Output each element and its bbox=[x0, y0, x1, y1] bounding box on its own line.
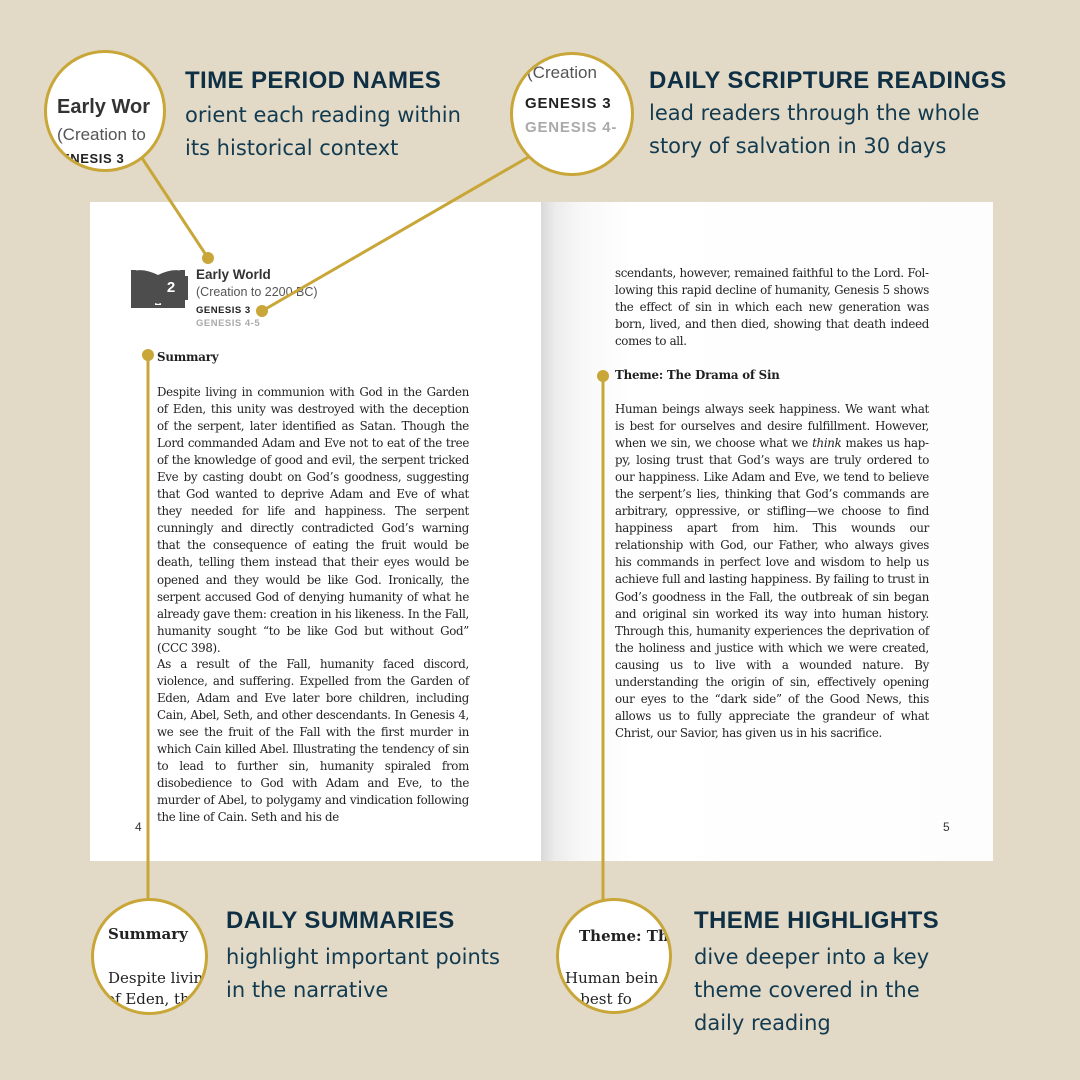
magnifier-reading-next: GENESIS 4- bbox=[525, 119, 618, 136]
magnifier-summary-line-1: Despite livin bbox=[108, 969, 204, 987]
page-number-right: 5 bbox=[943, 820, 950, 834]
theme-emphasis: think bbox=[812, 436, 842, 451]
magnifier-summary-line-2: of Eden, th bbox=[106, 990, 190, 1008]
theme-text-1: Human beings always seek happiness. We want what is best for ourselves and desire fulfillment. However, when we sin, we choose what we bbox=[615, 402, 929, 451]
magnifier-summary bbox=[91, 898, 208, 1015]
callout-themes-title: THEME HIGHLIGHTS bbox=[694, 907, 940, 934]
theme-text-2: makes us happy, losing trust that God’s ways are truly ordered to our happiness. Like Adam and Eve, we tend to believe the serpent’s lies, thinking that God’s commands are arbitrary, oppressive, or stifling—we choose to find happiness apart from him. This wounds our relationship with God, our Father, who always gives his commands in perfect love and wisdom to help us achieve full and lasting happiness. By failing to trust in God’s goodness in the Fall, the outbreak of sin began and original sin worked its way into human history. Through this, humanity experiences the deprivation of the holiness and justice with which we were created, causing us to live with a wounded nature. By understanding the origin of sin, effectively opening our eyes to the “dark side” of the Good News, this allows us to fully appreciate the grandeur of what Christ, our Savior, has given us in his sacrifice. bbox=[615, 436, 929, 740]
magnifier-reading: ENESIS 3 bbox=[61, 151, 125, 166]
callout-summaries-desc: highlight important points in the narrative bbox=[226, 945, 500, 1002]
continuation-paragraph: scendants, however, remained faithful to the Lord. Following this rapid decline of humanity, Genesis 5 shows the effect of sin in which each new generation was born, lived, and then died, showing that death indeed comes to all. bbox=[615, 266, 929, 349]
magnifier-theme-line-1: Human bein bbox=[565, 969, 659, 987]
magnifier-theme-line-2: is best fo bbox=[563, 990, 632, 1008]
summary-heading: Summary bbox=[157, 350, 219, 364]
summary-paragraph-2: As a result of the Fall, humanity faced discord, violence, and suffering. Expelled from the Garden of Eden, Adam and Eve later bore children, including Cain, Abel, Seth, and other descendants. In Genesis 4, we see the fruit of the Fall with the first murder in which Cain killed Abel. Illustrating the tendency of sin to lead to further sin, humanity spiraled from disobedience to God with Adam and Eve, to the murder of Abel, to polygamy and vindication following the line of Cain. Seth and his de bbox=[157, 657, 469, 825]
callout-time-period-desc: orient each reading within its historical context bbox=[185, 103, 461, 160]
leader-line-scripture bbox=[262, 155, 532, 311]
era-title: Early World bbox=[196, 267, 271, 282]
reading-current: GENESIS 3 bbox=[196, 305, 251, 316]
magnifier-theme-heading: Theme: Th bbox=[579, 927, 669, 945]
leader-line-time-period bbox=[142, 158, 208, 258]
magnifier-reading-current: GENESIS 3 bbox=[525, 95, 612, 112]
theme-heading: Theme: The Drama of Sin bbox=[615, 368, 780, 382]
summary-paragraph-1: Despite living in communion with God in the Garden of Eden, this unity was destroyed with the deception of the serpent, later identified as Satan. Though the Lord commanded Adam and Eve not to eat of the tree of the knowledge of good and evil, the serpent tricked Eve by casting doubt on God’s goodness, suggesting that God wanted to deprive Adam and Eve of what they needed for life and happiness. The serpent cunningly and directly contradicted God’s warning that the consequence of eating the fruit would be death, telling them instead that their eyes would be opened and they would be like God. Ironically, the serpent accused God of denying humanity of what he already gave them: creation in his likeness. In the Fall, humanity sought “to be like God but without God” (CCC 398). bbox=[157, 385, 469, 655]
callout-themes-desc: dive deeper into a key theme covered in the daily reading bbox=[694, 945, 930, 1035]
callout-dot-icon bbox=[142, 349, 154, 361]
callout-dot-icon bbox=[256, 305, 268, 317]
magnifier-summary-heading: Summary bbox=[108, 925, 188, 943]
magnifier-range: (Creation bbox=[527, 63, 597, 82]
page-number-left: 4 bbox=[135, 820, 142, 834]
callout-time-period-title: TIME PERIOD NAMES bbox=[185, 67, 442, 94]
callout-scripture-desc: lead readers through the whole story of salvation in 30 days bbox=[649, 101, 980, 158]
magnifier-scripture bbox=[510, 52, 634, 176]
callout-dot-icon bbox=[597, 370, 609, 382]
callout-scripture-title: DAILY SCRIPTURE READINGS bbox=[649, 67, 1007, 94]
magnifier-era-range: (Creation to bbox=[57, 125, 146, 144]
era-range: (Creation to 2200 BC) bbox=[196, 285, 318, 299]
day-number: 2 bbox=[154, 276, 188, 300]
magnifier-time-period bbox=[44, 50, 166, 172]
magnifier-theme bbox=[556, 898, 672, 1014]
callout-summaries-title: DAILY SUMMARIES bbox=[226, 907, 455, 934]
reading-next: GENESIS 4-5 bbox=[196, 318, 261, 329]
callout-dot-icon bbox=[202, 252, 214, 264]
magnifier-era-title: Early Wor bbox=[57, 96, 150, 118]
